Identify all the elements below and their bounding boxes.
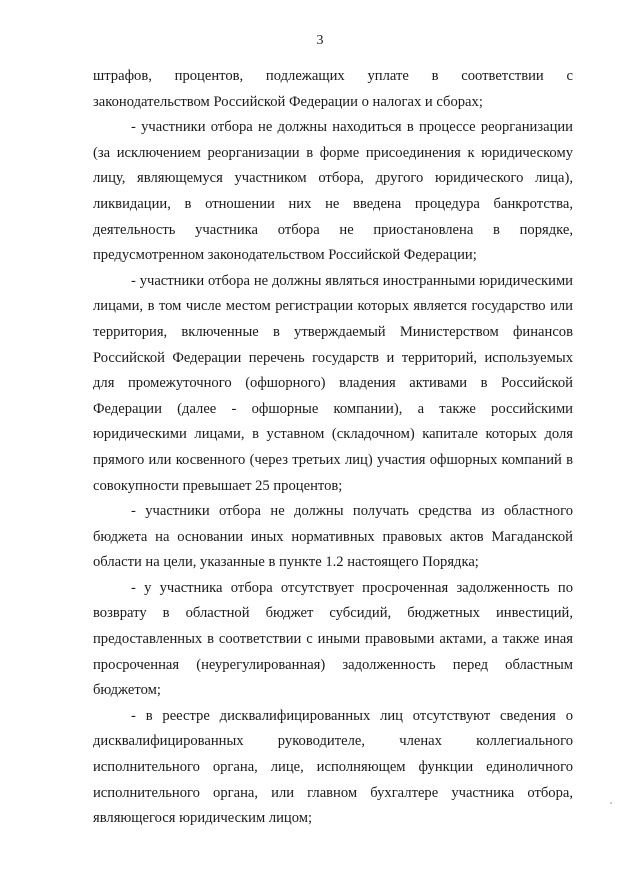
paragraph-disqualified-persons-requirement: - в реестре дисквалифицированных лиц отсутствуют сведения о дисквалифицированных руководителе, членах коллегиального исполнительного органа, лице, исполняющем функции единоличного исполнительного органа, или главном бухгалтере участника отбора, являющегося юридическим лицом; (93, 707, 573, 827)
page-number: 3 (316, 33, 324, 48)
paragraph-offshore-requirement: - участники отбора не должны являться иностранными юридическими лицами, в том числе местом регистрации которых является государство или территория, включенные в утверждаемый Министерством финансов Российской Федерации перечень государств и территорий, используемых для промежуточного (офшорного) владения активами в Российской Федерации (далее - офшорные компании), а также российскими юридическими лицами, в уставном (складочном) капитале которых доля прямого или косвенного (через третьих лиц) участия офшорных компаний в совокупности превышает 25 процентов; (93, 272, 573, 494)
scan-artifact (610, 802, 612, 804)
paragraph-continuation: штрафов, процентов, подлежащих уплате в соответствии с законодательством Российской Федерации о налогах и сборах; (93, 68, 573, 110)
paragraph-overdue-debt-requirement: - у участника отбора отсутствует просроченная задолженность по возврату в областной бюджет субсидий, бюджетных инвестиций, предоставленных в соответствии с иными правовыми актами, а также иная просроченная (неурегулированная) задолженность перед областным бюджетом; (93, 579, 573, 699)
paragraph-other-funding-requirement: - участники отбора не должны получать средства из областного бюджета на основании иных нормативных правовых актов Магаданской области на цели, указанные в пункте 1.2 настоящего Порядка; (93, 503, 573, 571)
document-body (93, 64, 573, 832)
paragraph-reorganization-requirement: - участники отбора не должны находиться в процессе реорганизации (за исключением реорганизации в форме присоединения к юридическому лицу, являющемуся участником отбора, другого юридического лица), ликвидации, в отношении них не введена процедура банкротства, деятельность участника отбора не приостановлена в порядке, предусмотренном законодательством Российской Федерации; (93, 119, 573, 264)
